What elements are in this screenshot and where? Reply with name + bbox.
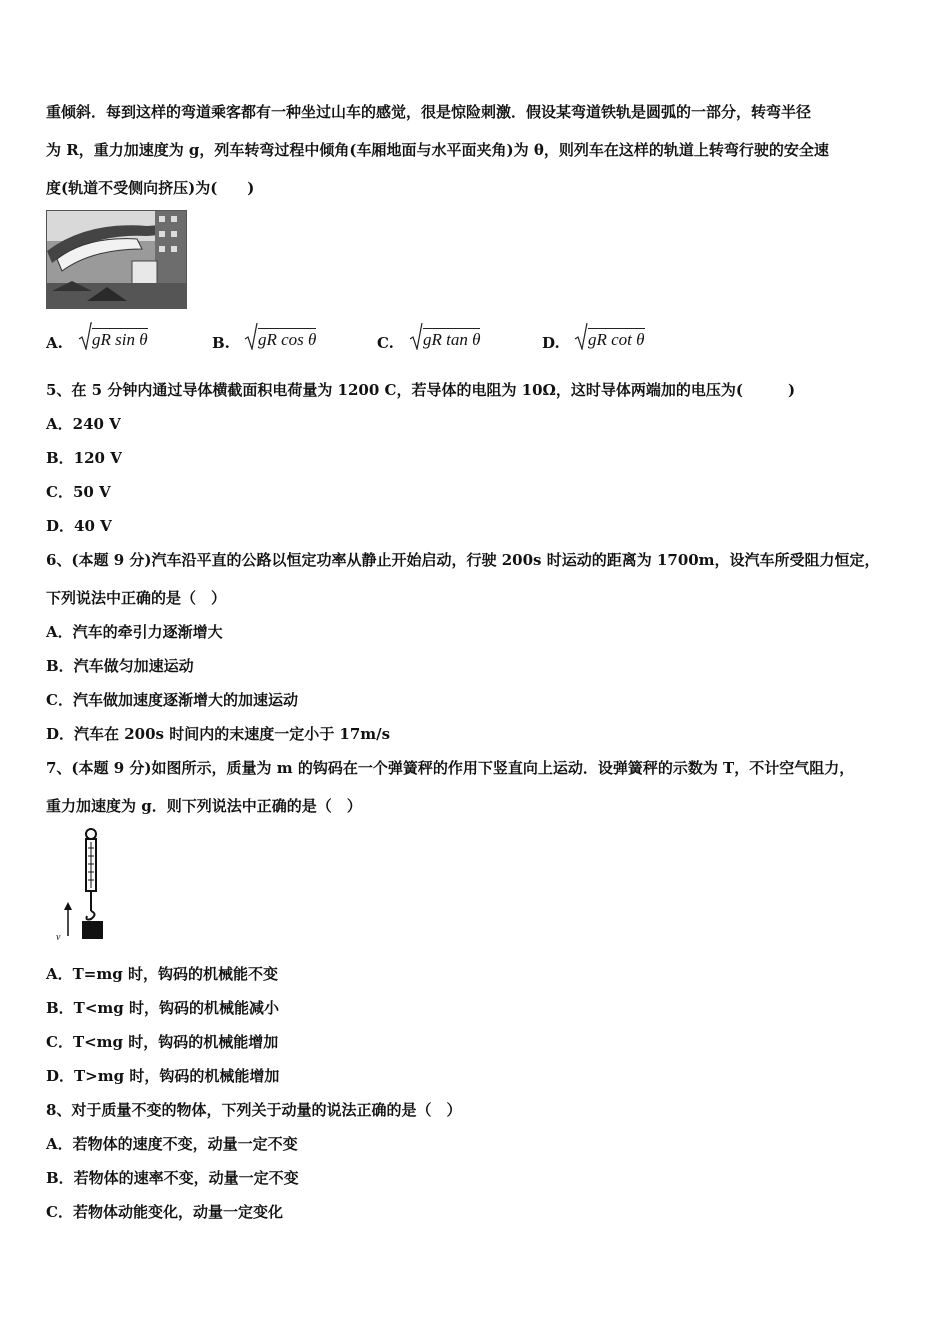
q8-option-b[interactable]: B．若物体的速率不变，动量一定不变: [46, 1169, 299, 1187]
q8-stem: 8、对于质量不变的物体，下列关于动量的说法正确的是（ ）: [46, 1101, 462, 1119]
q6-stem-line-2: 下列说法中正确的是（ ）: [46, 589, 227, 607]
q6-option-b[interactable]: B．汽车做匀加速运动: [46, 657, 194, 675]
q7-stem-line-1: 7、(本题 9 分)如图所示，质量为 m 的钩码在一个弹簧秤的作用下竖直向上运动．设弹簧秤的示数为 T，不计空气阻力，: [46, 759, 855, 777]
option-label: B.: [212, 334, 230, 352]
option-formula: gR cot θ: [588, 330, 645, 349]
q5-option-a[interactable]: A．240 V: [46, 415, 121, 433]
radical-icon: [244, 322, 258, 350]
q5-option-c[interactable]: C．50 V: [46, 483, 111, 501]
q7-option-b[interactable]: B．T<mg 时，钩码的机械能减小: [46, 999, 279, 1017]
q5-option-d[interactable]: D．40 V: [46, 517, 112, 535]
radical-icon: [409, 322, 423, 350]
q6-option-d[interactable]: D．汽车在 200s 时间内的末速度一定小于 17m/s: [46, 725, 391, 743]
velocity-label: v: [56, 932, 61, 943]
q4-text-line-2: 为 R，重力加速度为 g，列车转弯过程中倾角(车厢地面与水平面夹角)为 θ，则列车在这样的轨道上转弯行驶的安全速: [46, 141, 829, 159]
q4-text-line-3: 度(轨道不受侧向挤压)为( ): [46, 179, 255, 197]
radical-icon: [574, 322, 588, 350]
q4-text-line-1: 重倾斜．每到这样的弯道乘客都有一种坐过山车的感觉，很是惊险刺激．假设某弯道铁轨是圆弧的一部分，转弯半径: [46, 103, 812, 121]
q5-stem: 5、在 5 分钟内通过导体横截面积电荷量为 1200 C，若导体的电阻为 10Ω，这时导体两端加的电压为( ): [46, 381, 796, 399]
q6-option-c[interactable]: C．汽车做加速度逐渐增大的加速运动: [46, 691, 298, 709]
q7-stem-line-2: 重力加速度为 g．则下列说法中正确的是（ ）: [46, 797, 362, 815]
option-formula: gR sin θ: [92, 330, 148, 349]
option-formula: gR tan θ: [423, 330, 481, 349]
q6-stem-line-1: 6、(本题 9 分)汽车沿平直的公路以恒定功率从静止开始启动，行驶 200s 时运动的距离为 1700m，设汽车所受阻力恒定，: [46, 551, 880, 569]
monorail-photo: [46, 210, 187, 309]
q6-option-a[interactable]: A．汽车的牵引力逐渐增大: [46, 623, 223, 641]
option-label: A.: [46, 334, 63, 352]
radical-icon: [78, 322, 92, 350]
spring-scale-figure: [46, 826, 146, 951]
q7-option-c[interactable]: C．T<mg 时，钩码的机械能增加: [46, 1033, 279, 1051]
q8-option-c[interactable]: C．若物体动能变化，动量一定变化: [46, 1203, 283, 1221]
q5-option-b[interactable]: B．120 V: [46, 449, 122, 467]
option-label: C.: [377, 334, 394, 352]
q7-option-d[interactable]: D．T>mg 时，钩码的机械能增加: [46, 1067, 280, 1085]
q7-option-a[interactable]: A．T=mg 时，钩码的机械能不变: [46, 965, 278, 983]
option-label: D.: [542, 334, 560, 352]
q8-option-a[interactable]: A．若物体的速度不变，动量一定不变: [46, 1135, 298, 1153]
q4-options: [46, 322, 906, 362]
option-formula: gR cos θ: [258, 330, 317, 349]
